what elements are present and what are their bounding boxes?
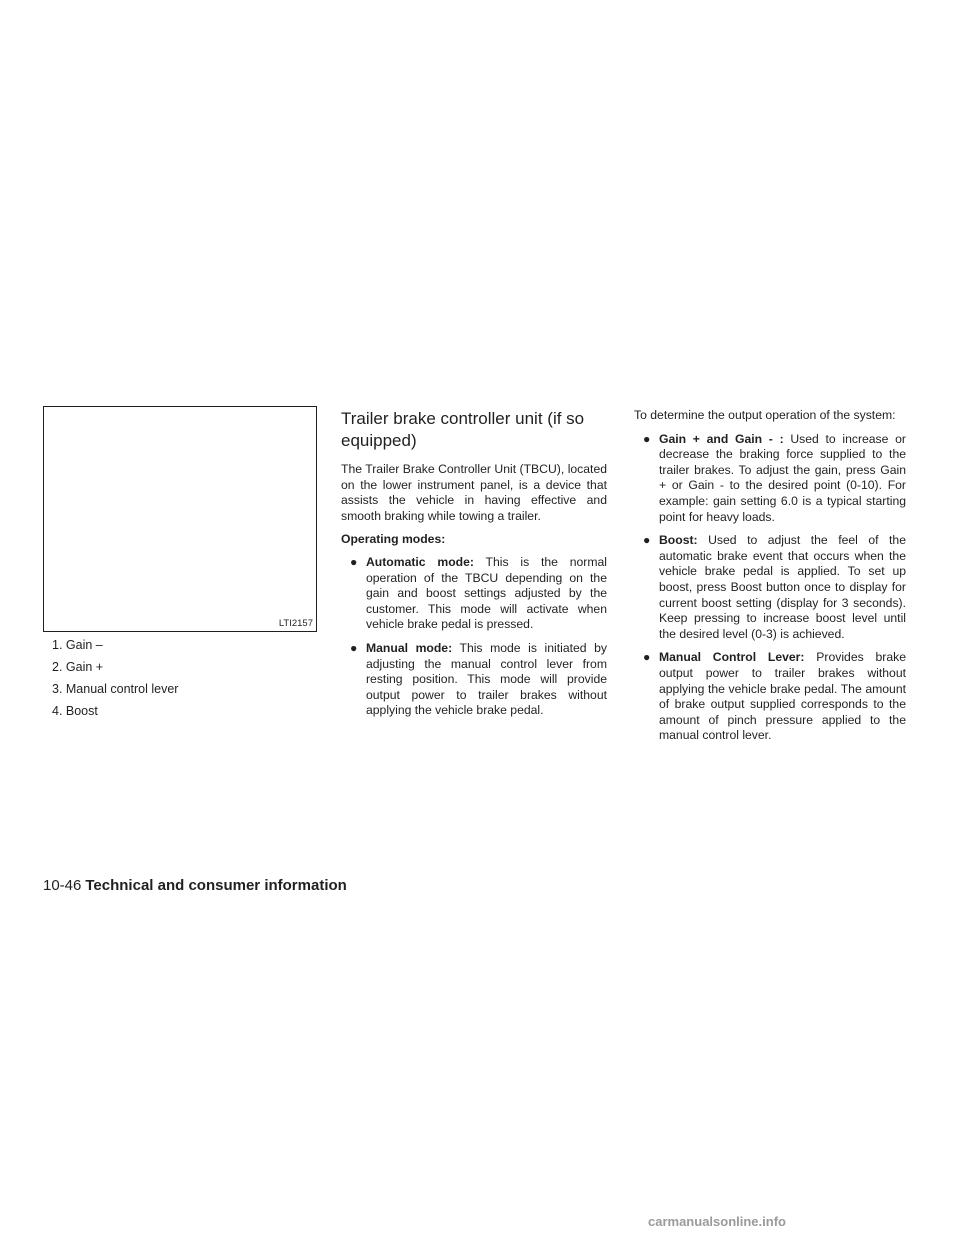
definition: Used to adjust the feel of the automatic brake event that occurs when the vehicle brake pedal is applied. To set up boost, press Boost button once to display for current boost setting (display for 3 seconds). Keep pressing to increase boost level until the desired level (0-3) is achieved.	[659, 533, 906, 641]
watermark: carmanualsonline.info	[648, 1214, 786, 1229]
term: Boost:	[659, 533, 698, 548]
modes-list	[341, 555, 607, 719]
definition: This mode is initiated by adjusting the manual control lever from resting position. This mode will provide output power to trailer brakes without applying the vehicle brake pedal.	[366, 640, 608, 718]
term: Manual Control Lever:	[659, 650, 805, 665]
section-title: Trailer brake controller unit (if so equipped)	[341, 409, 585, 450]
callout-item: 3. Manual control lever	[52, 682, 179, 696]
list-item	[634, 432, 906, 526]
right-column	[634, 408, 906, 752]
bullet-icon: ●	[643, 533, 651, 548]
definition: This is the normal operation of the TBCU depending on the gain and boost settings adjusted by the customer. This mode will activate when vehicle brake pedal is pressed.	[366, 554, 607, 632]
controls-list	[634, 432, 906, 744]
bullet-icon: ●	[643, 650, 651, 665]
term: Gain + and Gain - :	[659, 431, 784, 446]
page-footer	[43, 877, 347, 895]
list-item	[341, 555, 607, 633]
middle-column	[341, 408, 607, 727]
term: Manual mode:	[366, 640, 453, 655]
list-item	[634, 533, 906, 642]
list-item	[341, 641, 607, 719]
page-number: 10-46	[43, 877, 82, 894]
section-name: Technical and consumer information	[85, 877, 347, 894]
callout-list	[52, 634, 178, 722]
intro-paragraph: The Trailer Brake Controller Unit (TBCU), located on the lower instrument panel, is a device that assists the vehicle in having effective and smooth braking while towing a trailer.	[341, 462, 607, 523]
list-item	[634, 650, 906, 744]
figure-code: LTI2157	[278, 618, 313, 629]
callout-item: 4. Boost	[52, 704, 98, 718]
definition: Provides brake output power to trailer brakes without applying the vehicle brake pedal. The amount of brake output supplied corresponds to the amount of pinch pressure applied to the manual control lever.	[659, 650, 906, 743]
definition: Used to increase or decrease the braking force supplied to the trailer brakes. To adjust the gain, press Gain + or Gain - to the desired point (0-10). For example: gain setting 6.0 is a typical starting point for heavy loads.	[659, 431, 906, 524]
modes-label: Operating modes:	[341, 532, 446, 547]
illustration-frame	[43, 406, 317, 632]
bullet-icon: ●	[350, 554, 358, 569]
term: Automatic mode:	[366, 554, 474, 569]
callout-item: 1. Gain –	[52, 638, 103, 652]
output-intro: To determine the output operation of the system:	[634, 408, 896, 422]
bullet-icon: ●	[643, 431, 651, 446]
callout-item: 2. Gain +	[52, 660, 104, 674]
bullet-icon: ●	[350, 640, 358, 655]
